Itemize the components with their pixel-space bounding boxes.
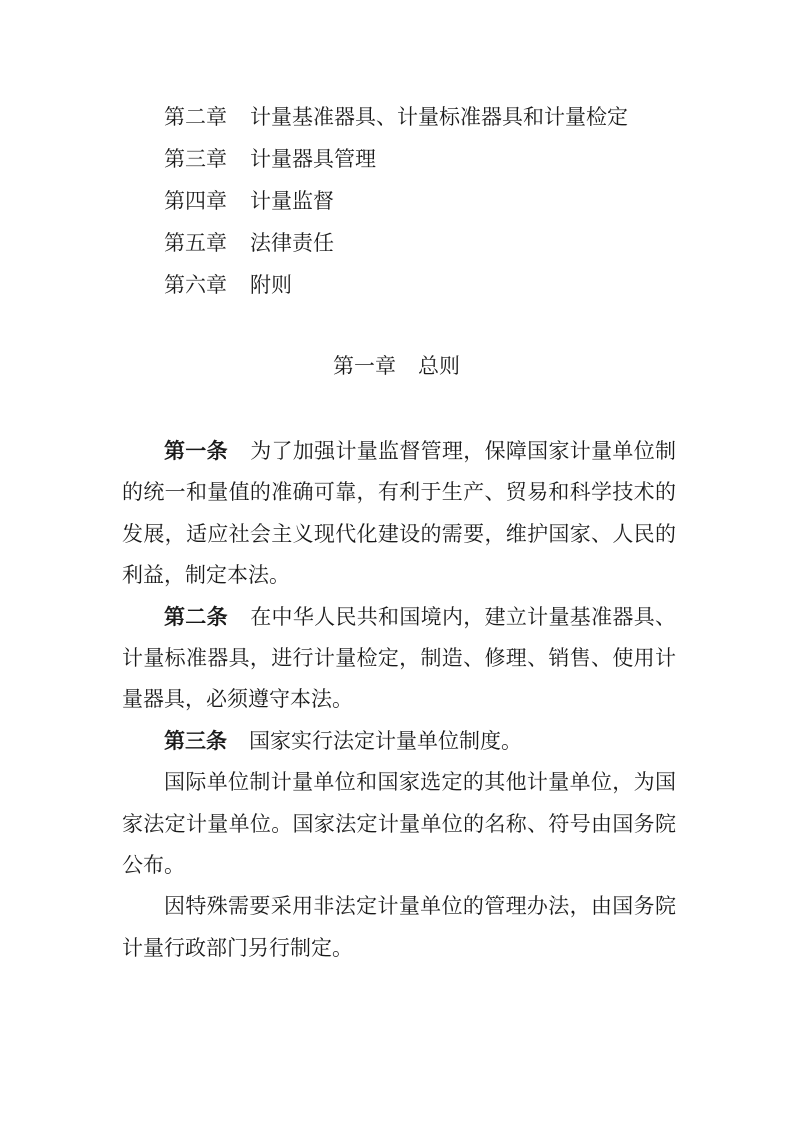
toc-item-chapter-4 [164, 181, 724, 223]
article-label: 第三条 [164, 728, 227, 753]
paragraph-text: 国际单位制计量单位和国家选定的其他计量单位，为国家法定计量单位。国家法定计量单位的名称、符号由国务院公布。 [122, 770, 676, 878]
toc-item-chapter-3 [164, 139, 724, 181]
chapter-body [122, 431, 676, 969]
article-label: 第一条 [164, 439, 228, 463]
article-1 [122, 431, 676, 597]
chapter-number: 第一章 [333, 354, 396, 378]
table-of-contents [164, 97, 724, 307]
chapter-heading [0, 346, 793, 386]
article-3-paragraph-3 [122, 886, 676, 969]
toc-chapter-title: 计量基准器具、计量标准器具和计量检定 [250, 105, 628, 129]
toc-chapter-number: 第二章 [164, 105, 227, 129]
toc-chapter-title: 附则 [250, 273, 292, 297]
article-3 [122, 721, 676, 762]
article-text: 为了加强计量监督管理，保障国家计量单位制的统一和量值的准确可靠，有利于生产、贸易和科学技术的发展，适应社会主义现代化建设的需要，维护国家、人民的利益，制定本法。 [122, 439, 677, 588]
toc-chapter-title: 计量监督 [250, 189, 334, 213]
paragraph-text: 因特殊需要采用非法定计量单位的管理办法，由国务院计量行政部门另行制定。 [122, 894, 676, 960]
toc-item-chapter-2 [164, 97, 724, 139]
toc-item-chapter-5 [164, 223, 724, 265]
toc-chapter-number: 第四章 [164, 189, 227, 213]
toc-chapter-number: 第三章 [164, 147, 227, 171]
toc-item-chapter-6 [164, 265, 724, 307]
toc-chapter-number: 第五章 [164, 231, 227, 255]
article-3-paragraph-2 [122, 762, 676, 886]
article-text: 在中华人民共和国境内，建立计量基准器具、计量标准器具，进行计量检定，制造、修理、销售、使用计量器具，必须遵守本法。 [122, 604, 677, 712]
article-label: 第二条 [164, 604, 228, 629]
article-text: 国家实行法定计量单位制度。 [249, 728, 522, 753]
toc-chapter-title: 计量器具管理 [250, 147, 376, 171]
chapter-title: 总则 [418, 354, 460, 378]
toc-chapter-title: 法律责任 [250, 231, 334, 255]
article-2 [122, 597, 676, 721]
toc-chapter-number: 第六章 [164, 273, 227, 297]
